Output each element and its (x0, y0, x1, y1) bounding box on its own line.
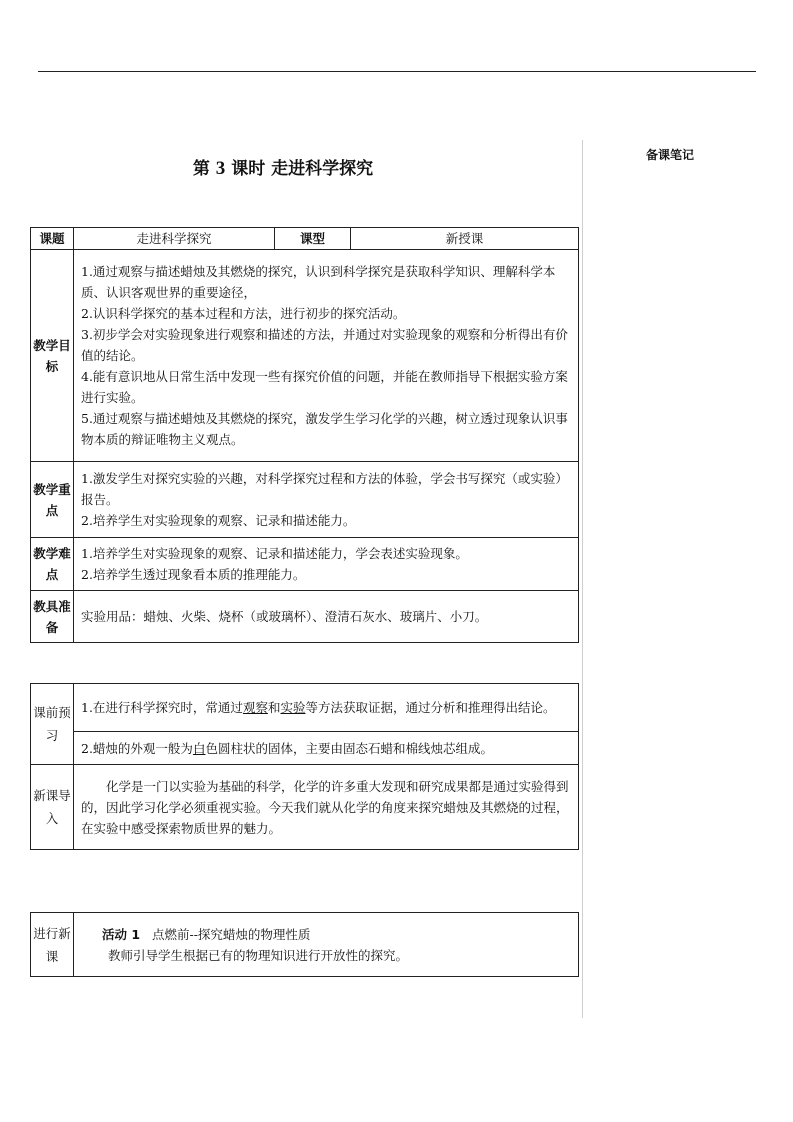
goals-content (74, 250, 579, 462)
answer-blank: 实验 (280, 700, 306, 715)
type-value: 新授课 (351, 228, 579, 250)
preview-item-2 (74, 732, 579, 765)
notes-column-label: 备课笔记 (645, 148, 694, 162)
notes-column-divider (582, 140, 583, 1018)
key-point-item: 1.激发学生对探究实验的兴趣，对科学探究过程和方法的体验，学会书写探究（或实验）报告。 (81, 471, 568, 507)
title-prefix: 第 (192, 159, 210, 179)
answer-blank: 观察 (242, 700, 268, 715)
topic-value: 走进科学探究 (74, 228, 275, 250)
difficult-points-content (74, 538, 579, 591)
activity-title: 活动 1 (102, 926, 141, 942)
intro-text: 化学是一门以实验为基础的科学，化学的许多重大发现和研究成果都是通过实验得到的，因此学习化学必须重视实验。今天我们就从化学的角度来探究蜡烛及其燃烧的过程，在实验中感受探索物质世界的魅力。 (81, 778, 569, 836)
preview-item-1-text: 等方法获取证据，通过分析和推理得出结论。 (305, 700, 556, 715)
preview-label: 课前预习 (31, 684, 74, 765)
header-rule (38, 71, 756, 72)
type-label: 课型 (275, 228, 351, 250)
difficult-point-item: 1.培养学生对实验现象的观察、记录和描述能力，学会表述实验现象。 (81, 546, 468, 561)
activity-description: 教师引导学生根据已有的物理知识进行开放性的探究。 (108, 947, 409, 963)
goal-item: 2.认识科学探究的基本过程和方法，进行初步的探究活动。 (81, 306, 406, 321)
difficult-points-label: 教学难点 (31, 538, 74, 591)
goal-item: 5.通过观察与描述蜡烛及其燃烧的探究，激发学生学习化学的兴趣，树立透过现象认识事物本质的辩证唯物主义观点。 (81, 411, 568, 447)
new-lesson-label: 进行新课 (31, 913, 74, 977)
goals-label: 教学目标 (31, 250, 74, 462)
answer-blank: 白 (192, 740, 206, 756)
goal-item: 3.初步学会对实验现象进行观察和描述的方法，并通过对实验现象的观察和分析得出有价值的结论。 (81, 327, 568, 363)
tools-content: 实验用品：蜡烛、火柴、烧杯（或玻璃杯）、澄清石灰水、玻璃片、小刀。 (74, 591, 579, 643)
key-points-content (74, 462, 579, 538)
key-point-item: 2.培养学生对实验现象的观察、记录和描述能力。 (81, 513, 356, 528)
preview-item-2-text: 色圆柱状的固体，主要由固态石蜡和棉线烛芯组成。 (205, 740, 493, 756)
preview-item-1 (74, 684, 579, 732)
preview-item-1-text: 1.在进行科学探究时，常通过 (81, 700, 243, 715)
new-lesson-content (74, 913, 579, 977)
topic-label: 课题 (31, 228, 74, 250)
title-number: 3 (215, 158, 226, 179)
key-points-label: 教学重点 (31, 462, 74, 538)
title-suffix: 课时 走进科学探究 (231, 159, 374, 179)
lesson-info-table (30, 227, 579, 643)
preview-item-2-text: 2.蜡烛的外观一般为 (81, 740, 193, 756)
goal-item: 1.通过观察与描述蜡烛及其燃烧的探究，认识到科学探究是获取科学知识、理解科学本质、认识客观世界的重要途径， (81, 264, 556, 300)
tools-label: 教具准备 (31, 591, 74, 643)
difficult-point-item: 2.培养学生透过现象看本质的推理能力。 (81, 567, 306, 582)
new-lesson-table (30, 912, 579, 977)
intro-label: 新课导入 (31, 765, 74, 850)
activity-heading (81, 924, 572, 945)
activity-name: 点燃前--探究蜡烛的物理性质 (151, 926, 311, 942)
goal-item: 4.能有意识地从日常生活中发现一些有探究价值的问题，并能在教师指导下根据实验方案进行实验。 (81, 369, 568, 405)
intro-content (74, 765, 579, 850)
preview-intro-table (30, 683, 579, 850)
preview-item-1-text: 和 (267, 700, 281, 715)
page-title (30, 154, 536, 180)
